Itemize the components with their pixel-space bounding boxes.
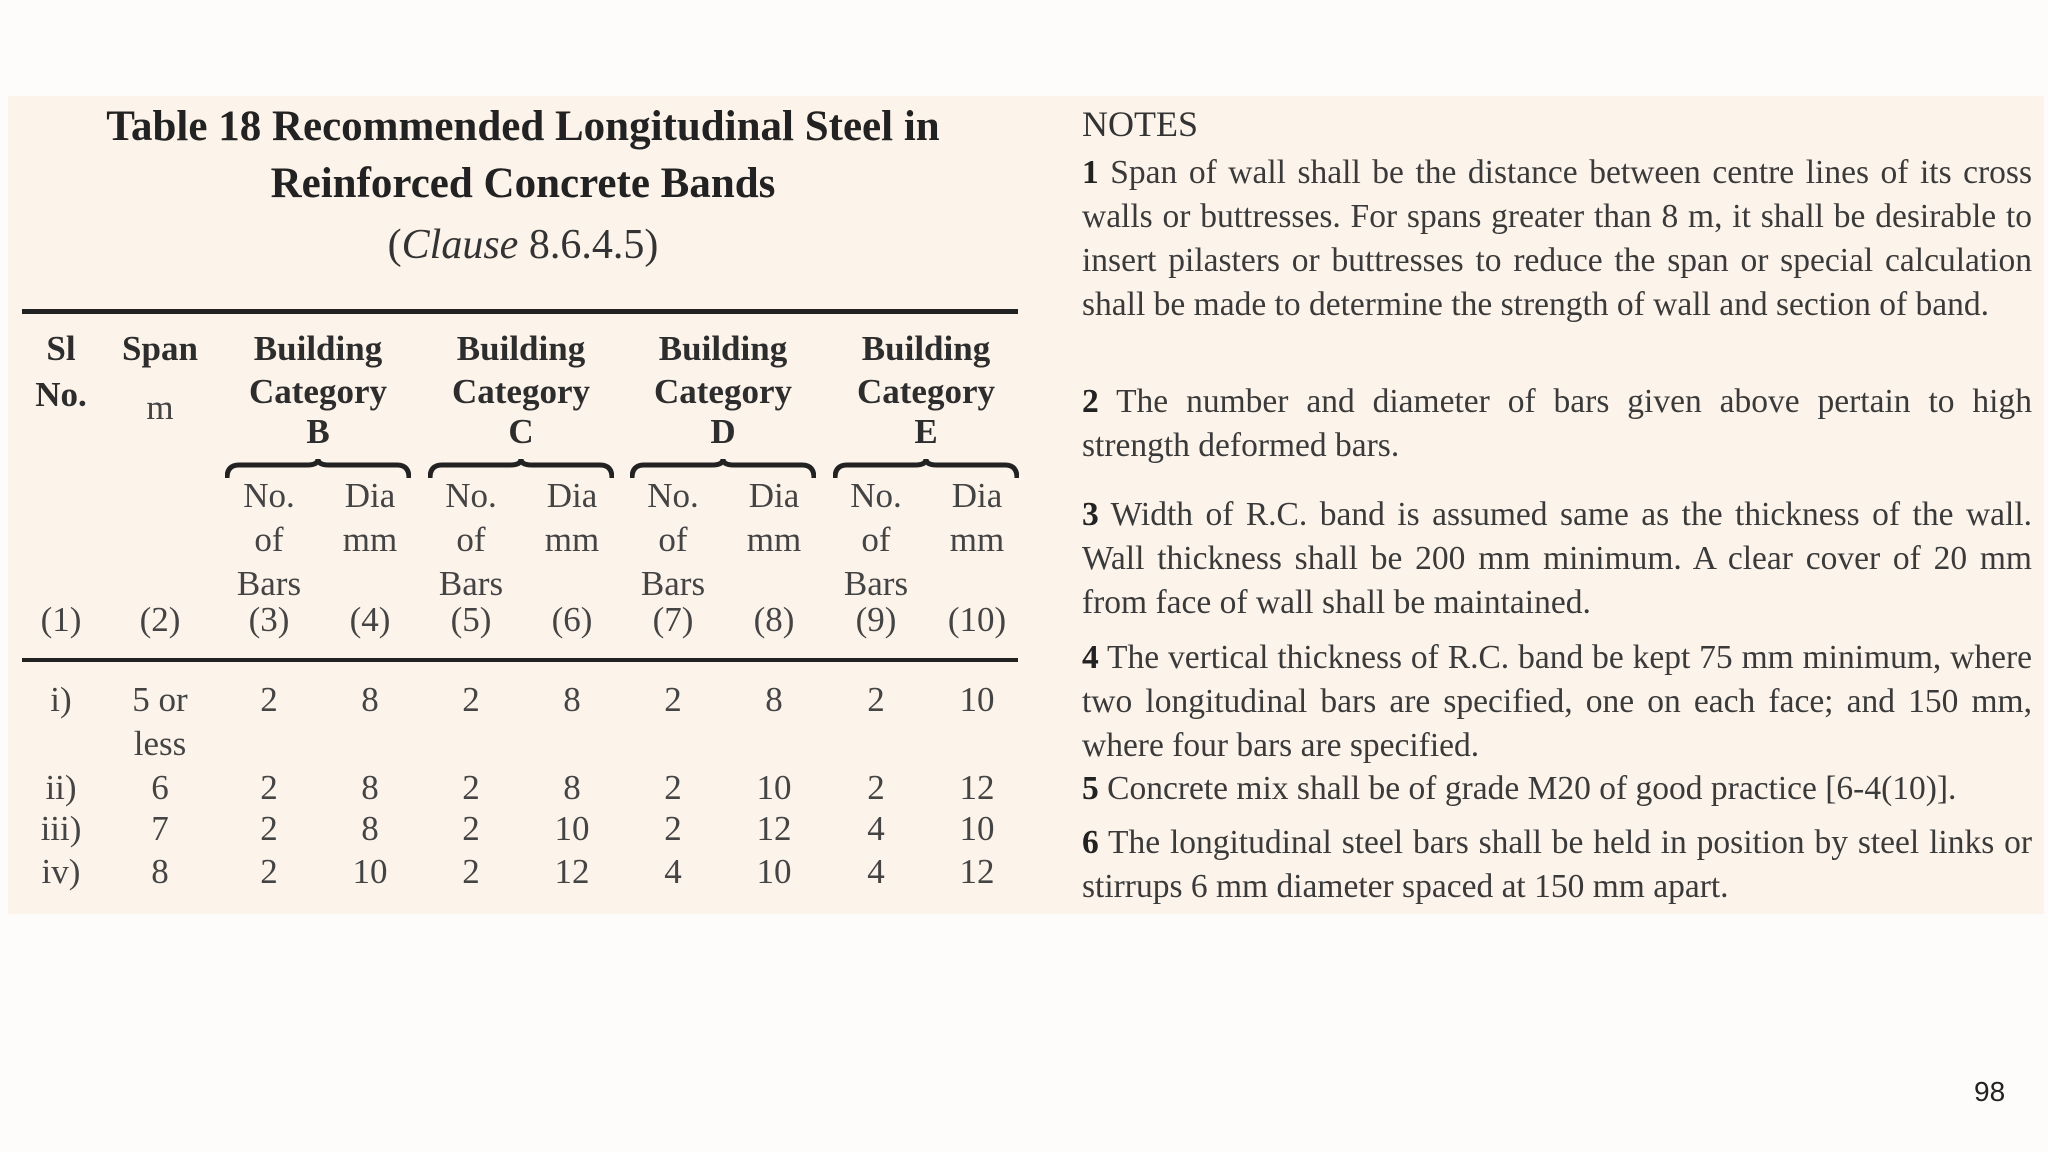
header-dia-mm: mm bbox=[342, 520, 398, 559]
header-dia-mm: Dia bbox=[546, 476, 598, 515]
column-number: (1) bbox=[40, 600, 82, 639]
table-cell: 2 bbox=[462, 768, 480, 807]
header-category-2-line-2: D bbox=[710, 412, 736, 451]
clause-number: 8.6.4.5) bbox=[518, 222, 659, 268]
column-number: (8) bbox=[753, 600, 795, 639]
note-text: The vertical thickness of R.C. band be kept 75 mm minimum, where two longitudinal bars are specified, one on each face; and 150 mm, where four bars are specified. bbox=[1082, 639, 2032, 764]
note-text: Width of R.C. band is assumed same as the thickness of the wall. Wall thickness shall be 200 mm minimum. A clear cover of 20 mm from face of wall shall be maintained. bbox=[1082, 496, 2032, 621]
table-cell: 12 bbox=[959, 852, 995, 891]
table-cell: 2 bbox=[260, 852, 278, 891]
table-cell: 12 bbox=[756, 809, 792, 848]
slide-panel bbox=[8, 96, 2044, 914]
note-text: Span of wall shall be the distance between centre lines of its cross walls or buttresses. For spans greater than 8 m, it shall be desirable to insert pilasters or buttresses to reduce the span or special calculation shall be made to determine the strength of wall and section of band. bbox=[1082, 154, 2032, 323]
header-dia-mm: Dia bbox=[951, 476, 1003, 515]
header-no-of-bars: Bars bbox=[236, 564, 302, 603]
table-cell: 8 bbox=[361, 680, 379, 719]
table-header-rule bbox=[22, 658, 1018, 662]
table-cell: 12 bbox=[959, 768, 995, 807]
header-category-2-line-0: Building bbox=[658, 329, 788, 368]
table-title-line2: Reinforced Concrete Bands bbox=[270, 160, 776, 207]
header-sl: Sl bbox=[46, 329, 76, 368]
column-number: (6) bbox=[551, 600, 593, 639]
table-cell: 10 bbox=[959, 809, 995, 848]
header-category-1-line-0: Building bbox=[456, 329, 586, 368]
table-cell: 2 bbox=[462, 809, 480, 848]
row-sl-number: iv) bbox=[41, 852, 81, 891]
header-no-of-bars: No. bbox=[243, 476, 295, 515]
table-clause bbox=[8, 220, 1038, 270]
row-span: 5 or bbox=[132, 680, 188, 719]
table-cell: 8 bbox=[563, 768, 581, 807]
row-span: 8 bbox=[151, 852, 169, 891]
header-category-3-line-0: Building bbox=[861, 329, 991, 368]
header-no-of-bars: of bbox=[254, 520, 284, 559]
table-cell: 2 bbox=[260, 680, 278, 719]
note-number: 3 bbox=[1082, 496, 1099, 533]
table-cell: 2 bbox=[260, 809, 278, 848]
header-category-1-line-1: Category bbox=[451, 372, 591, 411]
note-item bbox=[1082, 493, 2032, 625]
row-sl-number: i) bbox=[50, 680, 72, 719]
note-text: Concrete mix shall be of grade M20 of good practice [6-4(10)]. bbox=[1098, 770, 1957, 807]
table-cell: 4 bbox=[867, 852, 885, 891]
table-cell: 4 bbox=[664, 852, 682, 891]
page-number: 98 bbox=[1974, 1076, 2006, 1107]
note-item bbox=[1082, 151, 2032, 327]
row-sl-number: iii) bbox=[40, 809, 82, 848]
note-text: The number and diameter of bars given above pertain to high strength deformed bars. bbox=[1082, 383, 2032, 464]
table-cell: 8 bbox=[361, 768, 379, 807]
header-dia-mm: mm bbox=[746, 520, 802, 559]
row-span: 6 bbox=[151, 768, 169, 807]
table-cell: 10 bbox=[756, 768, 792, 807]
note-item bbox=[1082, 636, 2032, 768]
header-no-of-bars: Bars bbox=[438, 564, 504, 603]
header-category-3-line-2: E bbox=[914, 412, 938, 451]
header-no-of-bars: of bbox=[658, 520, 688, 559]
header-dia-mm: mm bbox=[949, 520, 1005, 559]
header-no-of-bars: Bars bbox=[640, 564, 706, 603]
row-span: 7 bbox=[151, 809, 169, 848]
header-dia-mm: Dia bbox=[344, 476, 396, 515]
table-cell: 2 bbox=[462, 852, 480, 891]
table-top-rule bbox=[22, 309, 1018, 314]
table-cell: 2 bbox=[867, 768, 885, 807]
header-category-1-line-2: C bbox=[508, 412, 534, 451]
header-no-of-bars: of bbox=[456, 520, 486, 559]
table-cell: 10 bbox=[554, 809, 590, 848]
header-category-0-line-0: Building bbox=[253, 329, 383, 368]
header-no-of-bars: No. bbox=[445, 476, 497, 515]
column-number: (9) bbox=[855, 600, 897, 639]
header-category-0-line-1: Category bbox=[248, 372, 388, 411]
column-number: (3) bbox=[248, 600, 290, 639]
header-dia-mm: Dia bbox=[748, 476, 800, 515]
note-number: 2 bbox=[1082, 383, 1099, 420]
clause-open: ( bbox=[387, 222, 402, 268]
column-number: (10) bbox=[947, 600, 1007, 639]
table-cell: 2 bbox=[260, 768, 278, 807]
header-dia-mm: mm bbox=[544, 520, 600, 559]
table-cell: 4 bbox=[867, 809, 885, 848]
column-number: (4) bbox=[349, 600, 391, 639]
table-cell: 10 bbox=[756, 852, 792, 891]
header-category-3-line-1: Category bbox=[856, 372, 996, 411]
header-category-2-line-1: Category bbox=[653, 372, 793, 411]
table-cell: 8 bbox=[765, 680, 783, 719]
table-cell: 12 bbox=[554, 852, 590, 891]
header-no-of-bars: Bars bbox=[843, 564, 909, 603]
table-cell: 2 bbox=[867, 680, 885, 719]
column-number: (5) bbox=[450, 600, 492, 639]
table-section bbox=[8, 96, 1038, 914]
row-span: less bbox=[133, 724, 187, 763]
note-item bbox=[1082, 380, 2032, 468]
note-item bbox=[1082, 821, 2032, 909]
clause-word: Clause bbox=[401, 222, 519, 268]
header-span-unit: m bbox=[146, 388, 174, 427]
notes-heading: NOTES bbox=[1082, 104, 1198, 144]
row-sl-number: ii) bbox=[45, 768, 77, 807]
table-cell: 10 bbox=[959, 680, 995, 719]
header-no-of-bars: No. bbox=[850, 476, 902, 515]
column-number: (2) bbox=[139, 600, 181, 639]
table-title-line1: Table 18 Recommended Longitudinal Steel in bbox=[106, 103, 940, 150]
table-cell: 10 bbox=[352, 852, 388, 891]
note-number: 6 bbox=[1082, 824, 1099, 861]
note-number: 5 bbox=[1082, 770, 1099, 807]
note-item bbox=[1082, 767, 2032, 811]
header-sl-no: No. bbox=[35, 375, 87, 414]
table-cell: 8 bbox=[361, 809, 379, 848]
table-cell: 8 bbox=[563, 680, 581, 719]
table-cell: 2 bbox=[462, 680, 480, 719]
note-number: 4 bbox=[1082, 639, 1099, 676]
header-span: Span bbox=[122, 329, 198, 368]
table-cell: 2 bbox=[664, 768, 682, 807]
note-number: 1 bbox=[1082, 154, 1099, 191]
header-no-of-bars: of bbox=[861, 520, 891, 559]
table-cell: 2 bbox=[664, 809, 682, 848]
header-no-of-bars: No. bbox=[647, 476, 699, 515]
header-category-0-line-2: B bbox=[306, 412, 330, 451]
table-cell: 2 bbox=[664, 680, 682, 719]
note-text: The longitudinal steel bars shall be held in position by steel links or stirrups 6 mm diameter spaced at 150 mm apart. bbox=[1082, 824, 2032, 905]
column-number: (7) bbox=[652, 600, 694, 639]
